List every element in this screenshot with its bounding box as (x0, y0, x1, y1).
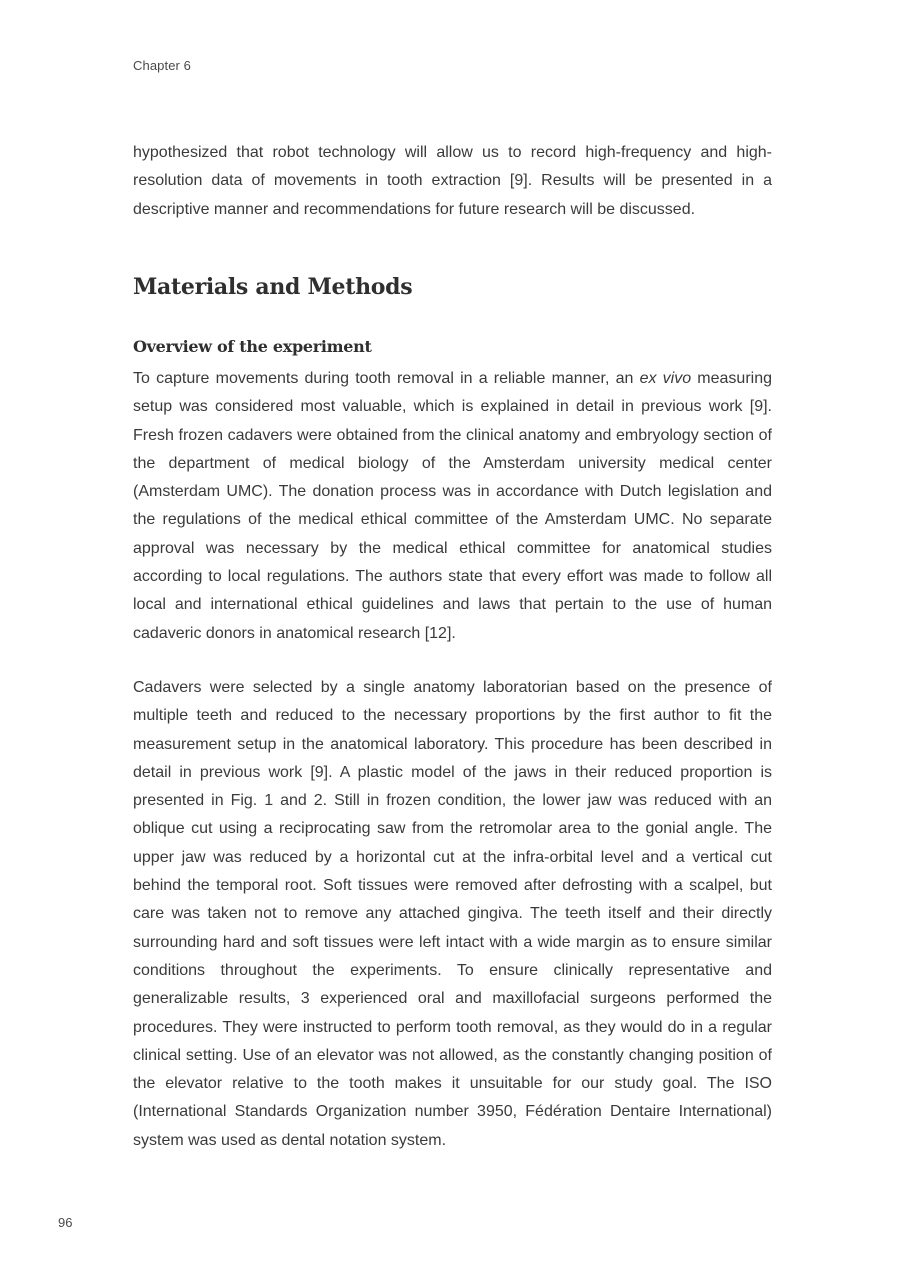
section-heading: Materials and Methods (133, 274, 413, 300)
subsection-heading: Overview of the experiment (133, 337, 372, 356)
paragraph-overview (133, 365, 772, 648)
intro-paragraph: hypothesized that robot technology will allow us to record high-frequency and high-resolution data of movements in tooth extraction [9]. Results will be presented in a descriptive manner and recommendations for future research will be discussed. (133, 144, 772, 218)
running-head: Chapter 6 (133, 58, 191, 73)
page-number: 96 (58, 1215, 73, 1230)
paragraph-cadavers: Cadavers were selected by a single anatomy laboratorian based on the presence of multiple teeth and reduced to the necessary proportions by the first author to fit the measurement setup in the anatomical laboratory. This procedure has been described in detail in previous work [9]. A plastic model of the jaws in their reduced proportion is presented in Fig. 1 and 2. Still in frozen condition, the lower jaw was reduced with an oblique cut using a reciprocating saw from the retromolar area to the gonial angle. The upper jaw was reduced by a horizontal cut at the infra-orbital level and a vertical cut behind the temporal root. Soft tissues were removed after defrosting with a scalpel, but care was taken not to remove any attached gingiva. The teeth itself and their directly surrounding hard and soft tissues were left intact with a wide margin as to ensure similar conditions throughout the experiments. To ensure clinically representative and generalizable results, 3 experienced oral and maxillofacial surgeons performed the procedures. They were instructed to perform tooth removal, as they would do in a regular clinical setting. Use of an elevator was not allowed, as the constantly changing position of the elevator relative to the tooth makes it unsuitable for our study goal. The ISO (International Standards Organization number 3950, Fédération Dentaire International) system was used as dental notation system. (133, 679, 772, 1149)
paragraph-text-start: To capture movements during tooth removal in a reliable manner, an (133, 370, 640, 387)
paragraph-text-rest: measuring setup was considered most valuable, which is explained in detail in previous work [9]. Fresh frozen cadavers were obtained from the clinical anatomy and embryology section of the department of medical biology of the Amsterdam university medical center (Amsterdam UMC). The donation process was in accordance with Dutch legislation and the regulations of the medical ethical committee of the Amsterdam UMC. No separate approval was necessary by the medical ethical committee for anatomical studies according to local regulations. The authors state that every effort was made to follow all local and international ethical guidelines and laws that pertain to the use of human cadaveric donors in anatomical research [12]. (133, 370, 773, 642)
italic-term: ex vivo (639, 370, 692, 387)
